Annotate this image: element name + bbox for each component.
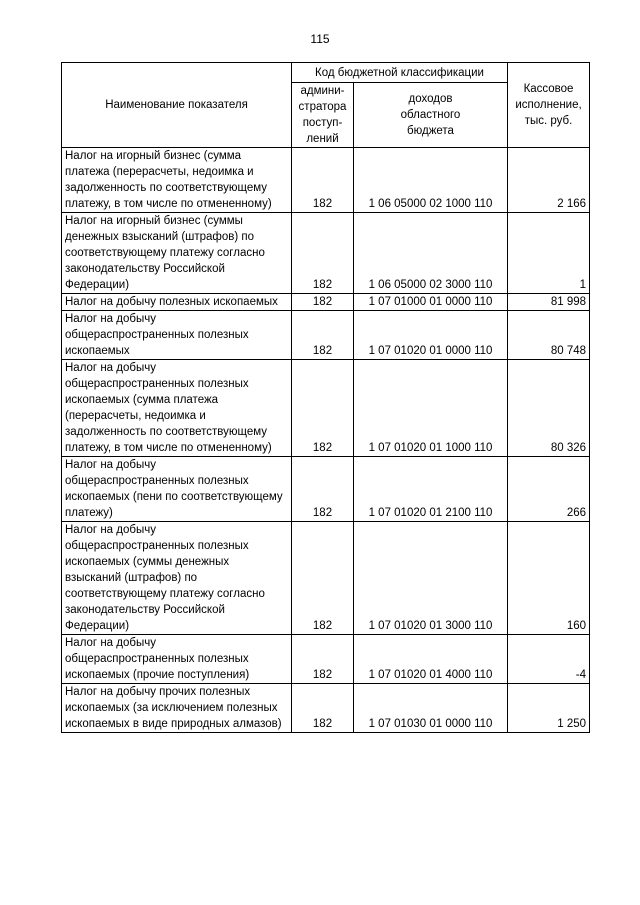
header-classification-group: Код бюджетной классификации [292, 63, 508, 83]
header-name: Наименование показателя [62, 63, 292, 148]
revenue-code-cell: 1 06 05000 02 3000 110 [354, 213, 508, 294]
revenue-code-cell: 1 07 01000 01 0000 110 [354, 294, 508, 311]
revenue-code-cell: 1 07 01030 01 0000 110 [354, 684, 508, 733]
execution-value-cell: 160 [508, 522, 590, 635]
table-row [62, 148, 590, 213]
administrator-code-cell: 182 [292, 457, 354, 522]
administrator-code-cell: 182 [292, 148, 354, 213]
administrator-code-cell: 182 [292, 635, 354, 684]
administrator-code-cell: 182 [292, 522, 354, 635]
administrator-code-cell: 182 [292, 294, 354, 311]
header-administrator: админи- стратора поступ- лений [292, 83, 354, 148]
indicator-name-cell: Налог на добычу общераспространенных полезных ископаемых (суммы денежных взысканий (штрафов) по соответствующему платежу согласно законодательству Российской Федерации) [62, 522, 292, 635]
header-revenue-code: доходов областного бюджета [354, 83, 508, 148]
administrator-code-cell: 182 [292, 213, 354, 294]
table-row [62, 457, 590, 522]
execution-value-cell: 81 998 [508, 294, 590, 311]
execution-value-cell: 80 748 [508, 311, 590, 360]
administrator-code-cell: 182 [292, 684, 354, 733]
budget-table [61, 62, 590, 733]
administrator-code-cell: 182 [292, 311, 354, 360]
indicator-name-cell: Налог на добычу общераспространенных полезных ископаемых (пени по соответствующему платежу) [62, 457, 292, 522]
administrator-code-cell: 182 [292, 360, 354, 457]
execution-value-cell: 80 326 [508, 360, 590, 457]
table-row [62, 213, 590, 294]
execution-value-cell: 2 166 [508, 148, 590, 213]
revenue-code-cell: 1 06 05000 02 1000 110 [354, 148, 508, 213]
revenue-code-cell: 1 07 01020 01 0000 110 [354, 311, 508, 360]
header-row-1 [62, 63, 590, 83]
table-header [62, 63, 590, 148]
indicator-name-cell: Налог на добычу полезных ископаемых [62, 294, 292, 311]
indicator-name-cell: Налог на добычу общераспространенных полезных ископаемых (прочие поступления) [62, 635, 292, 684]
execution-value-cell: 1 [508, 213, 590, 294]
revenue-code-cell: 1 07 01020 01 1000 110 [354, 360, 508, 457]
revenue-code-cell: 1 07 01020 01 4000 110 [354, 635, 508, 684]
header-execution: Кассовое исполнение, тыс. руб. [508, 63, 590, 148]
execution-value-cell: 1 250 [508, 684, 590, 733]
table-row [62, 522, 590, 635]
indicator-name-cell: Налог на добычу прочих полезных ископаемых (за исключением полезных ископаемых в виде природных алмазов) [62, 684, 292, 733]
table-row [62, 684, 590, 733]
indicator-name-cell: Налог на добычу общераспространенных полезных ископаемых (сумма платежа (перерасчеты, недоимка и задолженность по соответствующему платежу, в том числе по отмененному) [62, 360, 292, 457]
table-row [62, 294, 590, 311]
revenue-code-cell: 1 07 01020 01 3000 110 [354, 522, 508, 635]
table-row [62, 635, 590, 684]
indicator-name-cell: Налог на добычу общераспространенных полезных ископаемых [62, 311, 292, 360]
revenue-code-cell: 1 07 01020 01 2100 110 [354, 457, 508, 522]
indicator-name-cell: Налог на игорный бизнес (сумма платежа (перерасчеты, недоимка и задолженность по соответствующему платежу, в том числе по отмененному) [62, 148, 292, 213]
table-row [62, 311, 590, 360]
execution-value-cell: 266 [508, 457, 590, 522]
execution-value-cell: -4 [508, 635, 590, 684]
page-number: 115 [310, 32, 330, 46]
table-body [62, 148, 590, 733]
table-row [62, 360, 590, 457]
indicator-name-cell: Налог на игорный бизнес (суммы денежных взысканий (штрафов) по соответствующему платежу согласно законодательству Российской Федерации) [62, 213, 292, 294]
